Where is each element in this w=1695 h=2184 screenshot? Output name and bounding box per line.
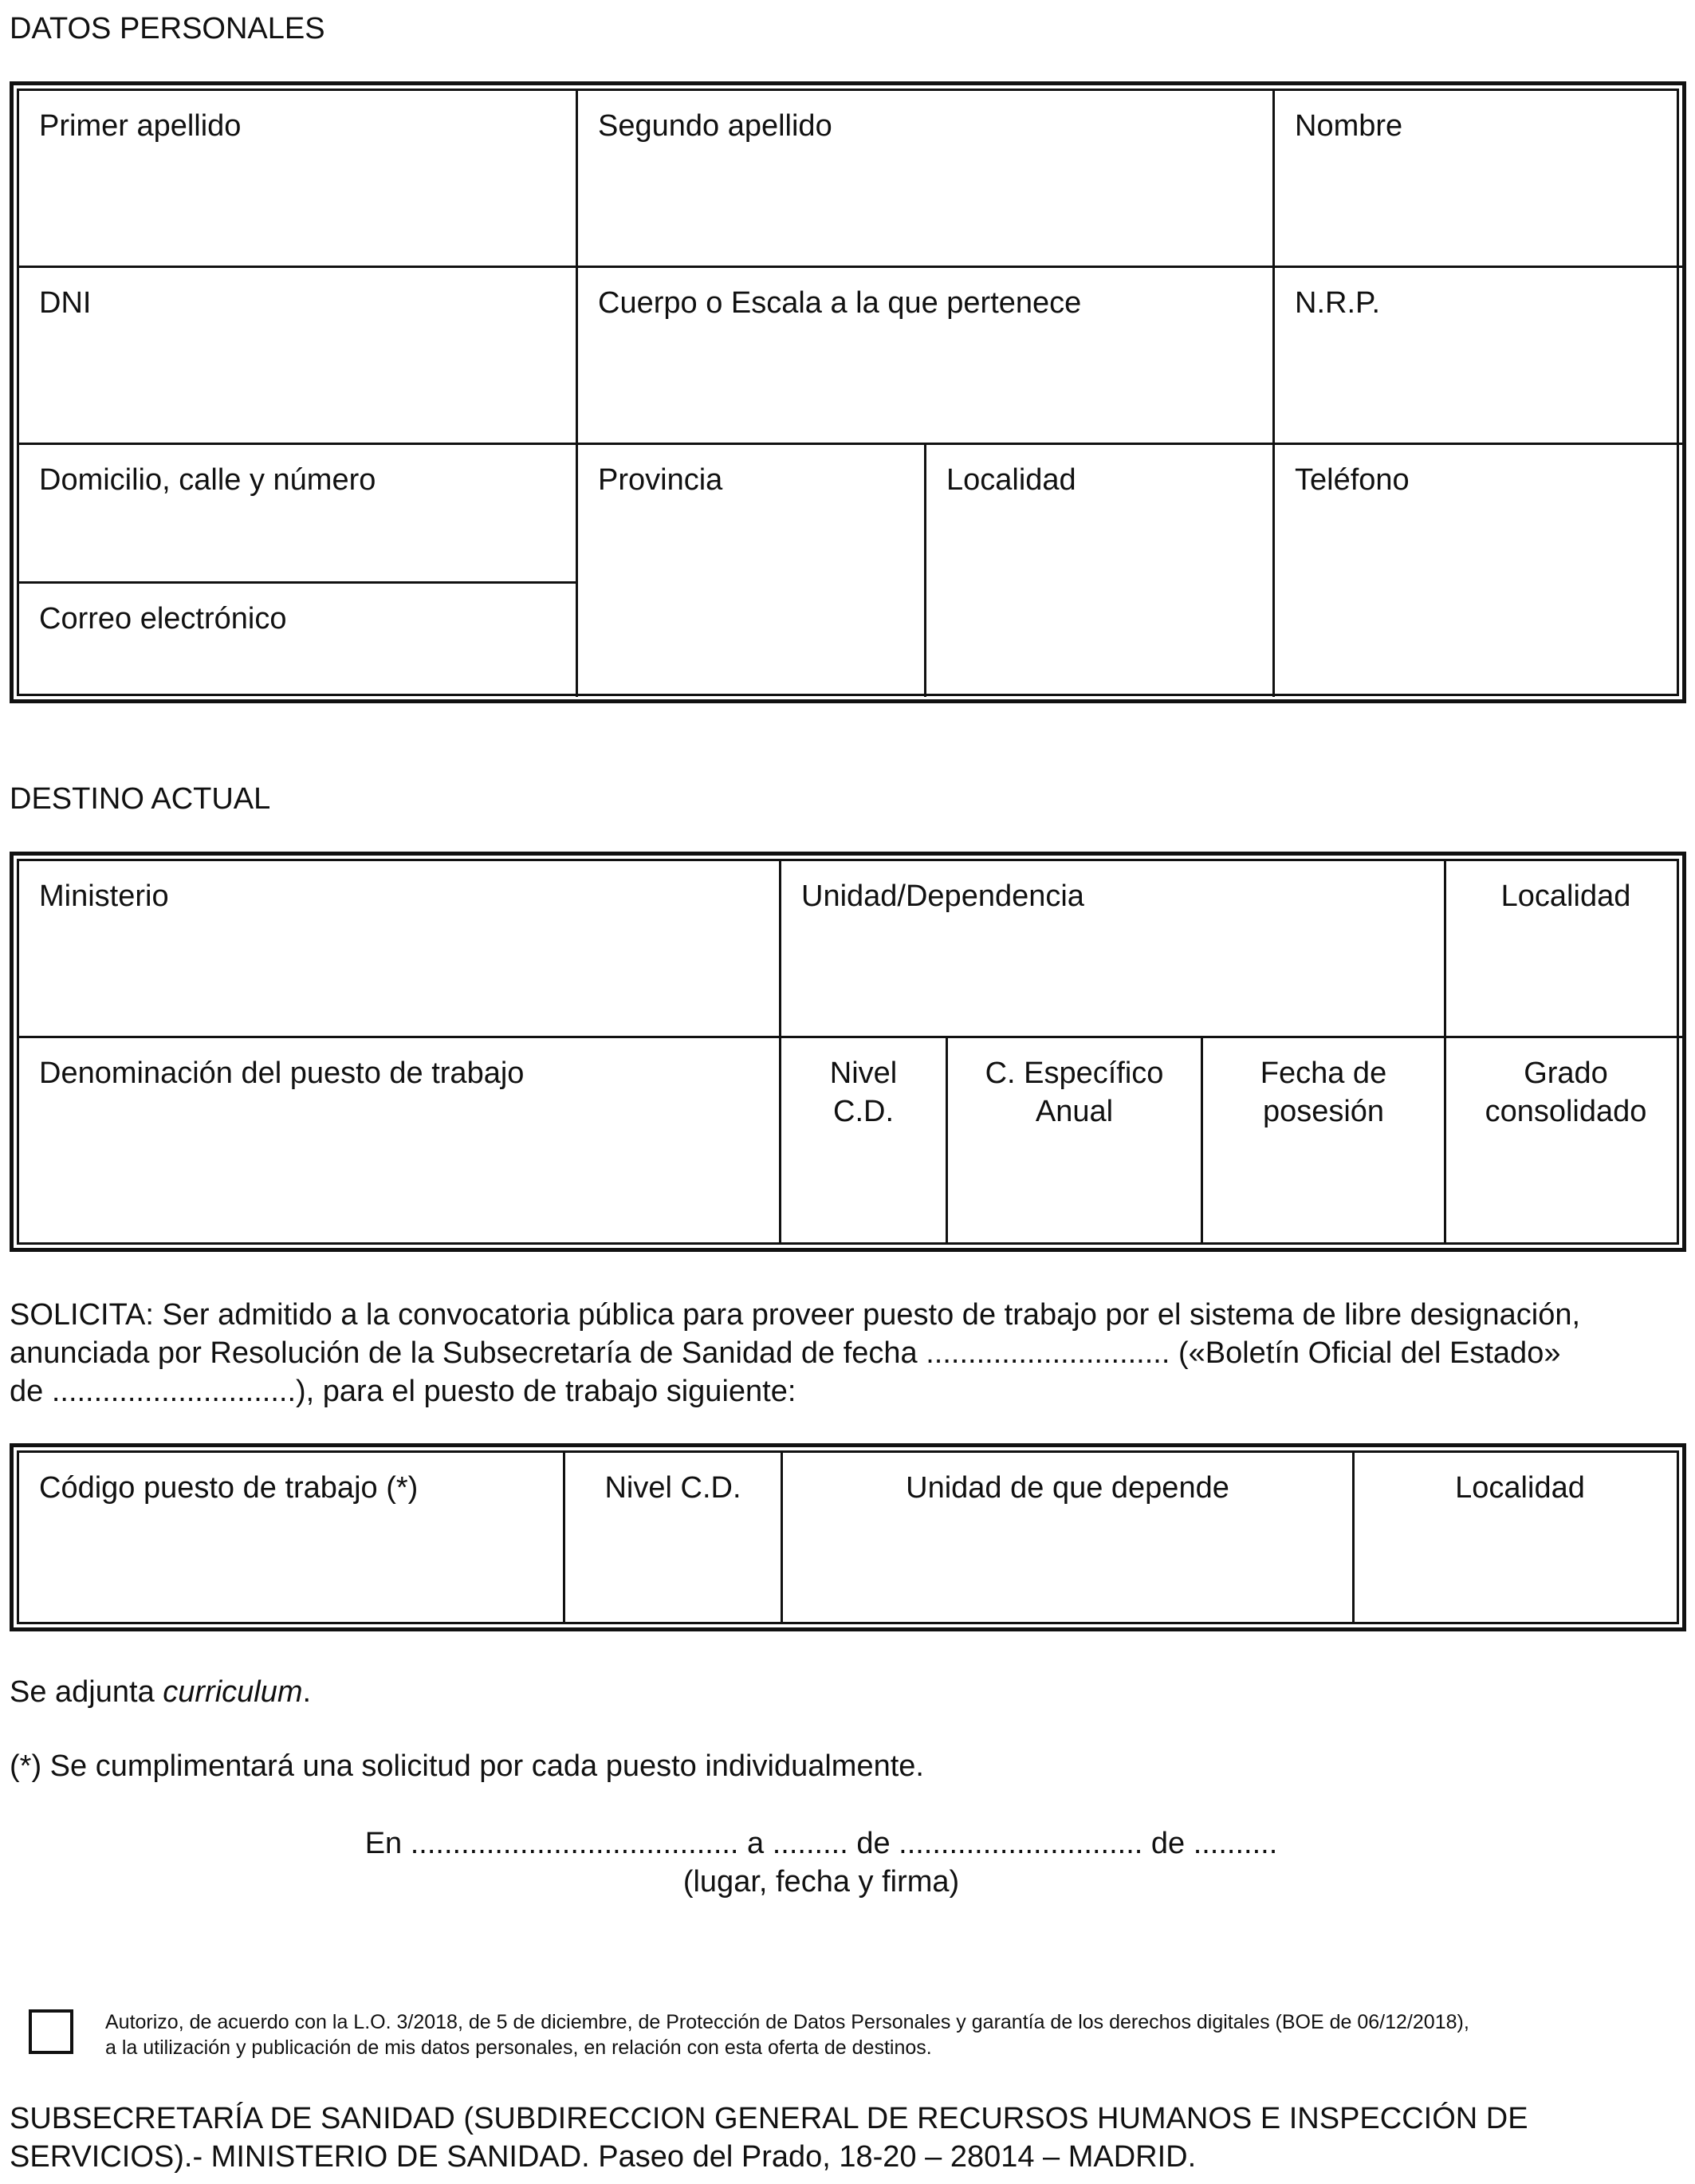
consent-text: Autorizo, de acuerdo con la L.O. 3/2018, de 5 de diciembre, de Protección de Datos Personales y garantía de los derechos digitales (BOE de 06/12/2018), a la utilización y publicación de mis datos personales, en relación con esta oferta de destinos. (105, 2011, 1469, 2059)
ministerio-label: Ministerio (39, 880, 169, 913)
puesto-nivel-label: Nivel C.D. (604, 1471, 741, 1505)
telefono-label: Teléfono (1295, 463, 1410, 497)
provincia-label: Provincia (598, 463, 723, 497)
nivel-cd-field[interactable] (781, 1038, 948, 1244)
primer-apellido-label: Primer apellido (39, 109, 242, 143)
puesto-localidad-field[interactable] (1355, 1453, 1685, 1623)
firma-caption: (lugar, fecha y firma) (682, 1865, 960, 1899)
provincia-field[interactable] (578, 445, 926, 697)
unidad-depende-label: Unidad de que depende (906, 1471, 1229, 1505)
domicilio-label: Domicilio, calle y número (39, 463, 376, 497)
solicita-line-2: anunciada por Resolución de la Subsecretaría de Sanidad de fecha ............................. («Boletín Oficial del Estado» (10, 1336, 1561, 1370)
nombre-field[interactable] (1275, 91, 1685, 268)
solicita-line-3: de .............................), para el puesto de trabajo siguiente: (10, 1375, 796, 1408)
puesto-nivel-field[interactable] (565, 1453, 783, 1623)
section-title-destino-actual: DESTINO ACTUAL (10, 782, 271, 816)
nombre-label: Nombre (1295, 109, 1403, 143)
puesto-table (10, 1443, 1686, 1631)
solicita-paragraph (10, 1296, 1580, 1411)
primer-apellido-field[interactable] (19, 91, 578, 268)
datos-personales-table (10, 81, 1686, 703)
localidad-field[interactable] (926, 445, 1275, 697)
correo-field[interactable] (19, 584, 578, 697)
codigo-puesto-field[interactable] (19, 1453, 565, 1623)
domicilio-field[interactable] (19, 445, 578, 584)
footer-line-2: SERVICIOS).- MINISTERIO DE SANIDAD. Paseo del Prado, 18-20 – 28014 – MADRID. (10, 2140, 1197, 2174)
localidad-label: Localidad (946, 463, 1076, 497)
destino-actual-table (10, 852, 1686, 1252)
ministerio-field[interactable] (19, 861, 781, 1038)
dni-field[interactable] (19, 268, 578, 445)
footer-line-1: SUBSECRETARÍA DE SANIDAD (SUBDIRECCION GENERAL DE RECURSOS HUMANOS E INSPECCIÓN DE (10, 2102, 1528, 2135)
fecha-posesion-field[interactable] (1203, 1038, 1446, 1244)
unidad-depende-field[interactable] (783, 1453, 1355, 1623)
grado-consolidado-label: Grado consolidado (1485, 1057, 1647, 1128)
cuerpo-escala-label: Cuerpo o Escala a la que pertenece (598, 286, 1082, 320)
dni-label: DNI (39, 286, 92, 320)
consent-checkbox[interactable] (29, 2009, 73, 2054)
denominacion-field[interactable] (19, 1038, 781, 1244)
segundo-apellido-field[interactable] (578, 91, 1275, 268)
especifico-anual-field[interactable] (948, 1038, 1203, 1244)
firma-line: En ....................................... a ......... de ............................. de .......... (364, 1827, 1278, 1860)
codigo-puesto-label: Código puesto de trabajo (*) (39, 1471, 419, 1505)
puesto-localidad-label: Localidad (1455, 1471, 1585, 1505)
nrp-field[interactable] (1275, 268, 1685, 445)
adjunta-text: Se adjunta curriculum. (10, 1675, 312, 1709)
nota-text: (*) Se cumplimentará una solicitud por cada puesto individualmente. (10, 1749, 924, 1783)
unidad-dependencia-field[interactable] (781, 861, 1446, 1038)
curriculum-word: curriculum (163, 1675, 303, 1709)
unidad-dependencia-label: Unidad/Dependencia (801, 880, 1084, 913)
section-title-datos-personales: DATOS PERSONALES (10, 12, 325, 45)
solicita-line-1: SOLICITA: Ser admitido a la convocatoria pública para proveer puesto de trabajo por el sistema de libre designación, (10, 1298, 1581, 1332)
destino-localidad-label: Localidad (1500, 880, 1631, 913)
nrp-label: N.R.P. (1295, 286, 1381, 320)
fecha-posesion-label: Fecha de posesión (1260, 1057, 1387, 1128)
telefono-field[interactable] (1275, 445, 1685, 697)
segundo-apellido-label: Segundo apellido (598, 109, 832, 143)
grado-consolidado-field[interactable] (1446, 1038, 1685, 1244)
footer-address (10, 2099, 1528, 2176)
correo-label: Correo electrónico (39, 602, 287, 636)
cuerpo-escala-field[interactable] (578, 268, 1275, 445)
nivel-cd-label: Nivel C.D. (829, 1057, 898, 1128)
denominacion-label: Denominación del puesto de trabajo (39, 1057, 525, 1090)
especifico-anual-label: C. Específico Anual (985, 1057, 1164, 1128)
destino-localidad-field[interactable] (1446, 861, 1685, 1038)
